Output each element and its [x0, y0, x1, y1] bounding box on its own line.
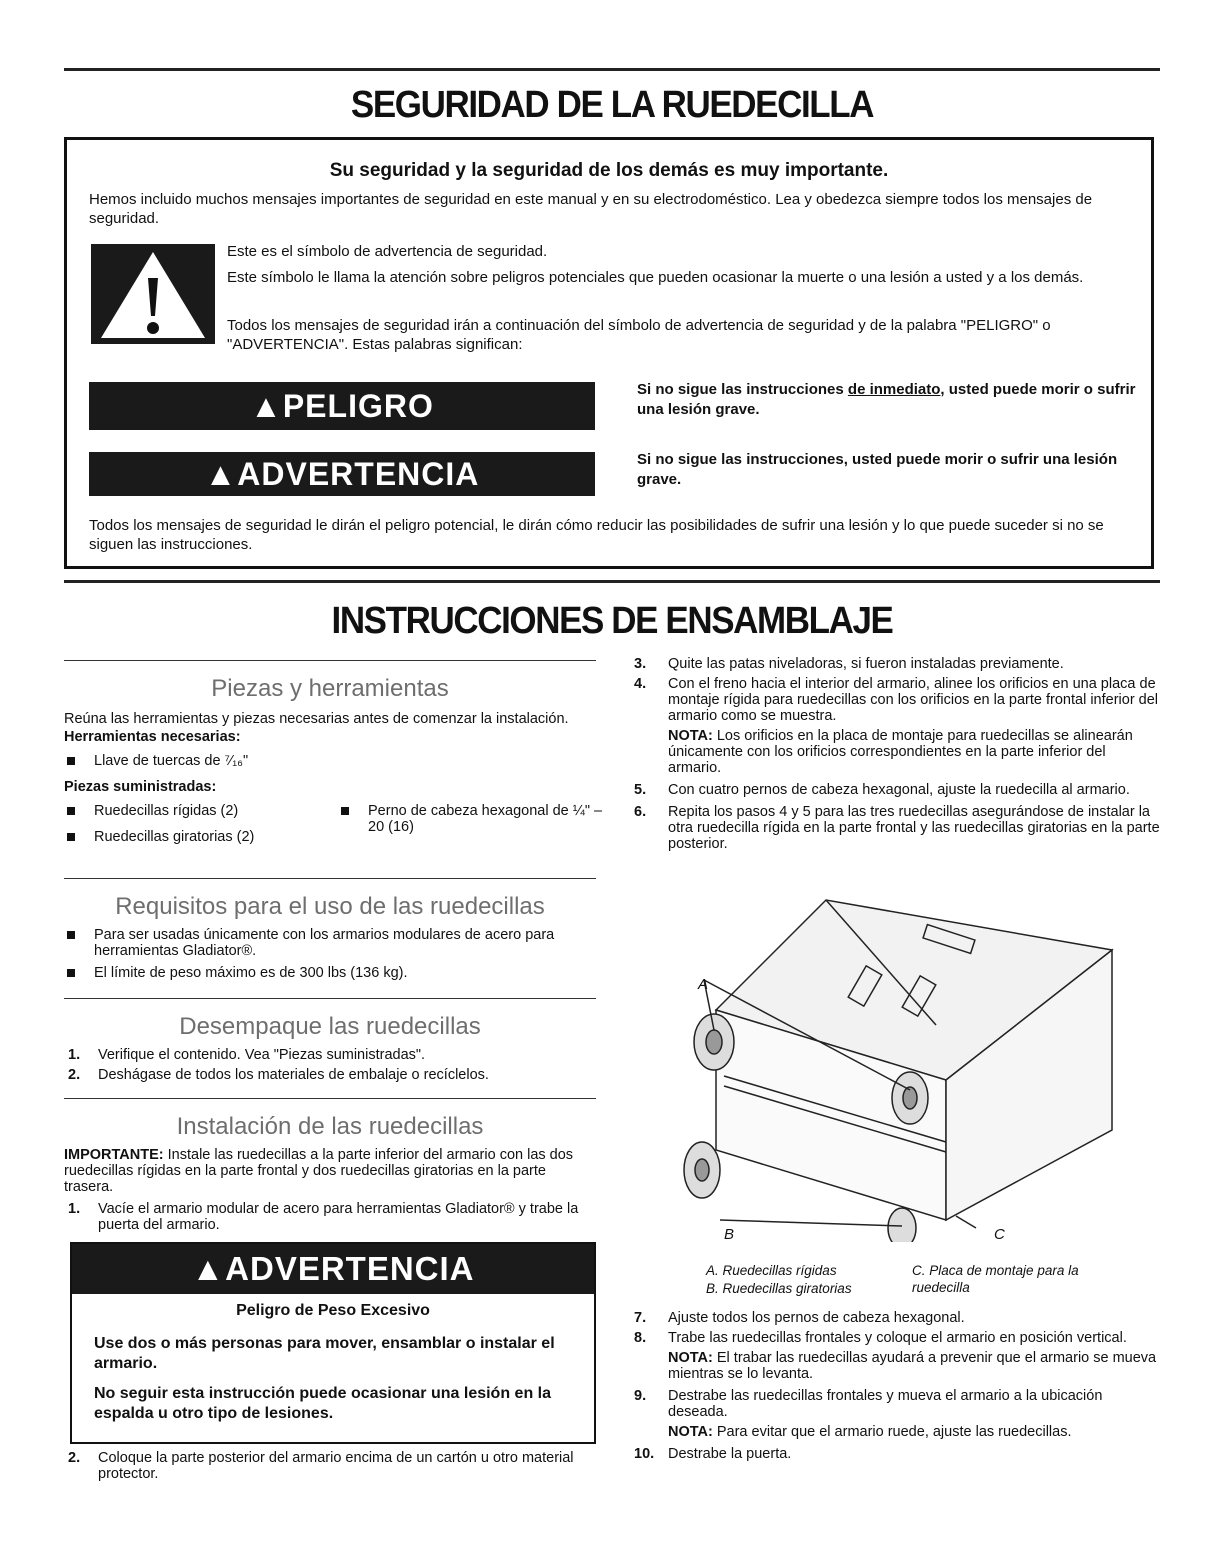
- assembly-title: INSTRUCCIONES DE ENSAMBLAJE: [331, 600, 893, 642]
- danger-banner: [89, 382, 595, 430]
- safety-intro: Hemos incluido muchos mensajes importantes de seguridad en este manual y en su electrodoméstico. Lea y obedezca siempre todos los mensajes de seguridad.: [89, 191, 1093, 227]
- requirement-item: El límite de peso máximo es de 300 lbs (136 kg).: [64, 965, 596, 981]
- parts-intro: Reúna las herramientas y piezas necesarias antes de comenzar la instalación.: [64, 711, 569, 727]
- part-item-swivel: Ruedecillas giratorias (2): [64, 829, 354, 845]
- symbol-text-3: Todos los mensajes de seguridad irán a continuación del símbolo de advertencia de seguridad y de la palabra "PELIGRO" o "ADVERTENCIA". Estas palabras significan:: [227, 317, 1051, 353]
- alert-symbol-icon: ▲: [191, 1250, 226, 1287]
- requirements-title: Requisitos para el uso de las ruedecillas: [115, 893, 545, 920]
- install-step: 5. Con cuatro pernos de cabeza hexagonal, ajuste la ruedecilla al armario.: [634, 782, 1130, 798]
- install-section: [64, 1098, 596, 1233]
- cabinet-caster-illustration: [676, 880, 1114, 1242]
- symbol-text-1: Este es el símbolo de advertencia de seguridad.: [227, 243, 548, 260]
- install-note: NOTA: Para evitar que el armario ruede, ajuste las ruedecillas.: [668, 1424, 1072, 1440]
- label-c: C: [994, 1226, 1005, 1243]
- warning-triangle-icon: [91, 244, 215, 344]
- important-text: IMPORTANTE: Instale las ruedecillas a la parte inferior del armario con las dos ruedecillas rígidas en la parte frontal y dos ruedecillas giratorias en la parte trasera.: [64, 1147, 574, 1195]
- safety-heading: Su seguridad y la seguridad de los demás es muy importante.: [329, 160, 889, 181]
- warning-description: Si no sigue las instrucciones, usted puede morir o sufrir una lesión grave.: [637, 451, 1118, 488]
- install-step: 10. Destrabe la puerta.: [634, 1446, 792, 1462]
- tools-label: Herramientas necesarias:: [64, 729, 241, 745]
- right-steps-bottom: [634, 1310, 1164, 1462]
- symbol-text-2: Este símbolo le llama la atención sobre peligros potenciales que pueden ocasionar la muerte o una lesión a usted y a los demás.: [227, 269, 1084, 286]
- mid-rule: [64, 580, 1160, 583]
- install-step: 9. Destrabe las ruedecillas frontales y mueva el armario a la ubicación deseada.: [634, 1388, 1103, 1420]
- install-note: NOTA: Los orificios en la placa de montaje para ruedecillas se alinearán únicamente con los orificios correspondientes en la parte inferior del armario.: [668, 728, 1133, 776]
- install-step: 4. Con el freno hacia el interior del armario, alinee los orificios en una placa de montaje rígida para ruedecillas con los orificios en la parte frontal inferior del armario como se muestra.: [634, 676, 1159, 724]
- install-step: 7. Ajuste todos los pernos de cabeza hexagonal.: [634, 1310, 965, 1326]
- weight-warning-box: [70, 1242, 596, 1444]
- warning-bar: ▲ADVERTENCIA: [72, 1244, 594, 1294]
- caption-b: B. Ruedecillas giratorias: [706, 1281, 852, 1296]
- install-step: 6. Repita los pasos 4 y 5 para las tres ruedecillas asegurándose de instalar la otra ruedecilla rígida en la parte frontal y las ruedecillas giratorias en la parte posterior.: [634, 804, 1160, 852]
- part-item-bolts: Perno de cabeza hexagonal de ¼" – 20 (16): [338, 803, 618, 835]
- requirement-item: Para ser usadas únicamente con los armarios modulares de acero para herramientas Gladiator®.: [64, 927, 596, 959]
- install-title: Instalación de las ruedecillas: [176, 1113, 484, 1140]
- unpack-section: [64, 998, 596, 1083]
- requirements-section: [64, 878, 596, 981]
- safety-footer: Todos los mensajes de seguridad le dirán el peligro potencial, le dirán cómo reducir las posibilidades de sufrir una lesión y lo que puede suceder si no se siguen las instrucciones.: [89, 517, 1104, 553]
- caption-a: A. Ruedecillas rígidas: [706, 1263, 837, 1278]
- install-step: 1. Vacíe el armario modular de acero para herramientas Gladiator® y trabe la puerta del armario.: [68, 1201, 579, 1233]
- warning-label: ADVERTENCIA: [237, 456, 480, 492]
- install-step: 3. Quite las patas niveladoras, si fueron instaladas previamente.: [634, 656, 1064, 672]
- install-note: NOTA: El trabar las ruedecillas ayudará a prevenir que el armario se mueva mientras se lo levanta.: [668, 1350, 1157, 1382]
- install-step: 8. Trabe las ruedecillas frontales y coloque el armario en posición vertical.: [634, 1330, 1127, 1346]
- weight-warning-text-2: No seguir esta instrucción puede ocasionar una lesión en la espalda u otro tipo de lesiones.: [94, 1385, 552, 1422]
- unpack-step: 2. Deshágase de todos los materiales de embalaje o recíclelos.: [68, 1067, 489, 1083]
- danger-label: PELIGRO: [282, 388, 434, 424]
- weight-warning-text-1: Use dos o más personas para mover, ensamblar o instalar el armario.: [94, 1335, 555, 1372]
- caption-c: C. Placa de montaje para la ruedecilla: [912, 1263, 1079, 1295]
- weight-warning-heading: Peligro de Peso Excesivo: [236, 1302, 430, 1319]
- safety-title: SEGURIDAD DE LA RUEDECILLA: [350, 84, 874, 126]
- supplied-label: Piezas suministradas:: [64, 779, 217, 795]
- safety-box: [64, 137, 1154, 569]
- install-step-2: 2. Coloque la parte posterior del armario encima de un cartón u otro material protector.: [68, 1450, 574, 1482]
- warning-banner: [89, 452, 595, 496]
- unpack-title: Desempaque las ruedecillas: [179, 1013, 481, 1040]
- right-steps-top: [634, 656, 1160, 852]
- parts-section: [64, 660, 603, 853]
- unpack-step: 1. Verifique el contenido. Vea "Piezas suministradas".: [68, 1047, 426, 1063]
- alert-symbol-icon: ▲: [204, 456, 238, 492]
- part-item-rigid: Ruedecillas rígidas (2): [64, 803, 354, 819]
- top-rule: [64, 68, 1160, 71]
- danger-description: Si no sigue las instrucciones de inmediato, usted puede morir o sufrir una lesión grave.: [637, 381, 1136, 418]
- label-a: A: [698, 976, 709, 993]
- tool-item: Llave de tuercas de ⁷⁄₁₆": [64, 753, 596, 769]
- parts-title: Piezas y herramientas: [211, 675, 449, 702]
- label-b: B: [724, 1226, 735, 1243]
- alert-symbol-icon: ▲: [250, 388, 283, 424]
